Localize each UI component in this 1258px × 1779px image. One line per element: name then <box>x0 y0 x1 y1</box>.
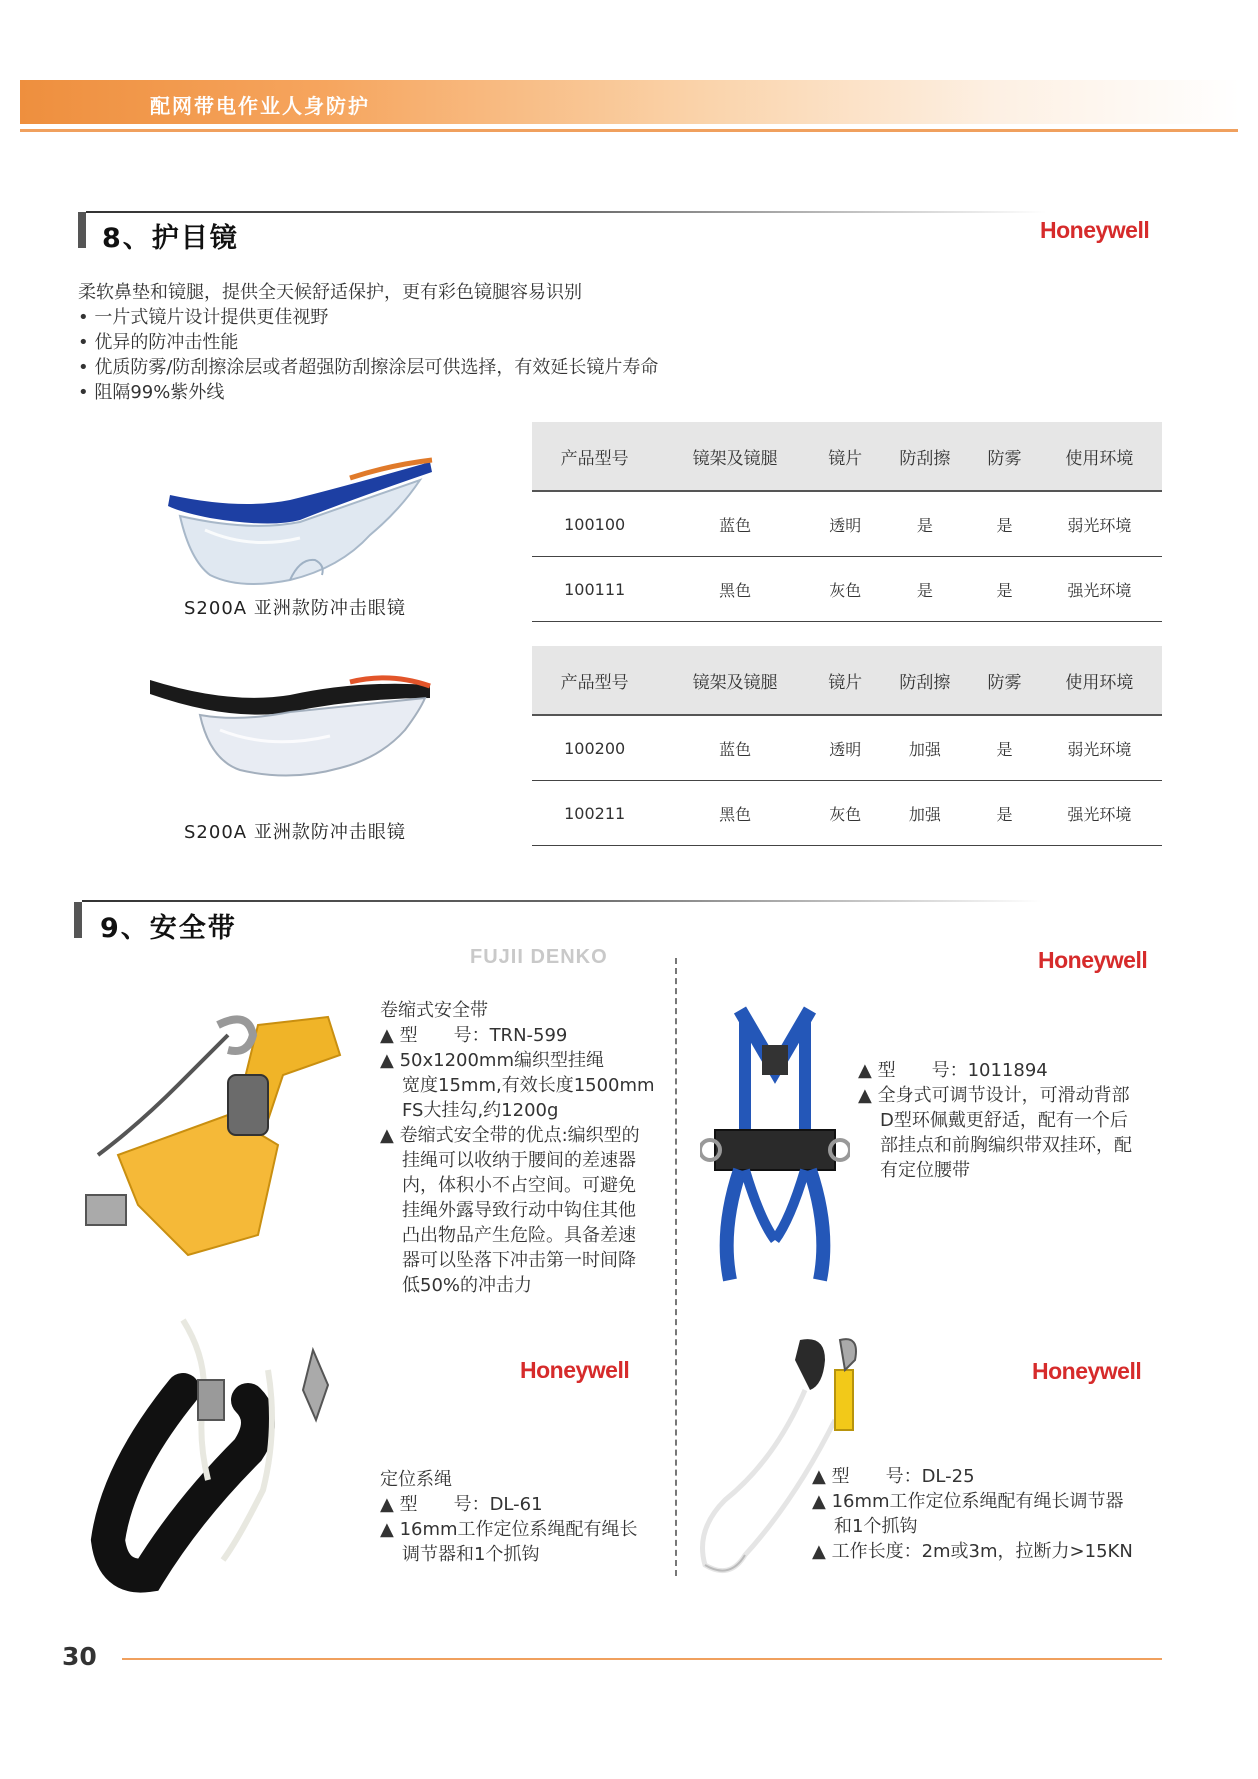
table-row <box>532 557 1162 622</box>
spec-line: 有定位腰带 <box>880 1160 970 1181</box>
column-header: 防刮擦 <box>877 422 972 491</box>
harness-specs <box>858 1058 1132 1183</box>
spec-line: 宽度15mm,有效长度1500mm <box>402 1075 655 1096</box>
spec-line: 凸出物品产生危险。具备差速 <box>402 1225 636 1246</box>
retractable-belt-specs <box>380 998 655 1298</box>
column-header: 镜片 <box>813 422 877 491</box>
table-cell: 是 <box>877 491 972 557</box>
spec-line: ▲ 全身式可调节设计，可滑动背部 <box>858 1085 1130 1106</box>
shock-lanyard-specs <box>812 1464 1133 1564</box>
section-8-rule <box>86 211 1046 213</box>
spec-title: 定位系绳 <box>380 1469 452 1490</box>
section-9-title: 9、安全带 <box>100 913 237 944</box>
section-8-title: 8、护目镜 <box>102 223 239 254</box>
goggles-description <box>78 280 658 405</box>
column-header: 产品型号 <box>532 646 657 715</box>
table-cell: 100100 <box>532 491 657 557</box>
header-underline <box>20 129 1238 132</box>
table-cell: 是 <box>972 557 1036 622</box>
black-goggles-image <box>140 650 440 800</box>
spec-line: ▲ 型 号：TRN-599 <box>380 1025 568 1046</box>
table-cell: 是 <box>972 781 1036 846</box>
honeywell-logo: Honeywell <box>1038 947 1148 973</box>
spec-line: 挂绳可以收纳于腰间的差速器 <box>402 1150 636 1171</box>
fujii-denko-watermark: FUJII DENKO <box>470 946 608 968</box>
blue-goggles-image <box>150 440 440 600</box>
column-header: 防雾 <box>972 422 1036 491</box>
table-cell: 弱光环境 <box>1037 491 1162 557</box>
column-header: 镜片 <box>813 646 877 715</box>
spec-line: ▲ 16mm工作定位系绳配有绳长调节器 <box>812 1491 1124 1512</box>
table-cell: 100111 <box>532 557 657 622</box>
section-9-rule <box>82 900 1042 902</box>
spec-title: 卷缩式安全带 <box>380 1000 488 1021</box>
product-2-caption: S200A 亚洲款防冲击眼镜 <box>184 822 406 843</box>
spec-line: ▲ 型 号：DL-25 <box>812 1466 975 1487</box>
spec-line: ▲ 卷缩式安全带的优点:编织型的 <box>380 1125 640 1146</box>
honeywell-logo: Honeywell <box>1040 217 1150 243</box>
honeywell-logo: Honeywell <box>520 1357 630 1383</box>
table-cell: 灰色 <box>813 557 877 622</box>
table-cell: 蓝色 <box>657 491 813 557</box>
description-line: • 一片式镜片设计提供更佳视野 <box>78 307 329 328</box>
table-cell: 黑色 <box>657 557 813 622</box>
product-2-spec-table <box>532 646 1162 846</box>
column-header: 防刮擦 <box>877 646 972 715</box>
spec-line: D型环佩戴更舒适，配有一个后 <box>880 1110 1128 1131</box>
table-cell: 透明 <box>813 715 877 781</box>
table-row <box>532 781 1162 846</box>
page-number: 30 <box>62 1642 97 1671</box>
column-header: 使用环境 <box>1037 646 1162 715</box>
spec-line: ▲ 工作长度：2m或3m，拉断力>15KN <box>812 1541 1133 1562</box>
spec-line: 部挂点和前胸编织带双挂环，配 <box>880 1135 1132 1156</box>
column-header: 使用环境 <box>1037 422 1162 491</box>
table-row <box>532 715 1162 781</box>
column-header: 防雾 <box>972 646 1036 715</box>
spec-line: 低50%的冲击力 <box>402 1275 533 1296</box>
description-line: • 阻隔99%紫外线 <box>78 382 225 403</box>
column-header: 镜架及镜腿 <box>657 646 813 715</box>
spec-line: 调节器和1个抓钩 <box>402 1544 540 1565</box>
table-cell: 是 <box>972 715 1036 781</box>
table-cell: 加强 <box>877 715 972 781</box>
product-1-spec-table <box>532 422 1162 622</box>
retractable-belt-image <box>78 1005 348 1275</box>
table-cell: 100200 <box>532 715 657 781</box>
spec-line: ▲ 50x1200mm编织型挂绳 <box>380 1050 604 1071</box>
spec-line: 器可以坠落下冲击第一时间降 <box>402 1250 636 1271</box>
description-line: • 优质防雾/防刮擦涂层或者超强防刮擦涂层可供选择，有效延长镜片寿命 <box>78 357 659 378</box>
table-cell: 弱光环境 <box>1037 715 1162 781</box>
full-body-harness-image <box>700 1000 850 1300</box>
table-header-row <box>532 646 1162 715</box>
spec-line: 和1个抓钩 <box>834 1516 918 1537</box>
table-cell: 灰色 <box>813 781 877 846</box>
honeywell-logo: Honeywell <box>1032 1358 1142 1384</box>
table-cell: 加强 <box>877 781 972 846</box>
table-cell: 是 <box>877 557 972 622</box>
spec-line: 内，体积小不占空间。可避免 <box>402 1175 636 1196</box>
column-header: 产品型号 <box>532 422 657 491</box>
description-line: 柔软鼻垫和镜腿，提供全天候舒适保护，更有彩色镜腿容易识别 <box>78 282 582 303</box>
table-cell: 蓝色 <box>657 715 813 781</box>
table-cell: 100211 <box>532 781 657 846</box>
table-row <box>532 491 1162 557</box>
table-header-row <box>532 422 1162 491</box>
description-line: • 优异的防冲击性能 <box>78 332 239 353</box>
table-cell: 是 <box>972 491 1036 557</box>
header-title: 配网带电作业人身防护 <box>150 94 370 118</box>
table-cell: 黑色 <box>657 781 813 846</box>
spec-line: ▲ 型 号：1011894 <box>858 1060 1048 1081</box>
section-8-marker <box>78 212 86 248</box>
spec-line: ▲ 型 号：DL-61 <box>380 1494 543 1515</box>
product-1-caption: S200A 亚洲款防冲击眼镜 <box>184 598 406 619</box>
column-divider <box>675 958 677 1576</box>
section-9-marker <box>74 902 82 938</box>
column-header: 镜架及镜腿 <box>657 422 813 491</box>
spec-line: 挂绳外露导致行动中钩住其他 <box>402 1200 636 1221</box>
spec-line: FS大挂勾,约1200g <box>402 1100 559 1121</box>
table-cell: 透明 <box>813 491 877 557</box>
positioning-lanyard-image <box>88 1310 358 1600</box>
table-cell: 强光环境 <box>1037 781 1162 846</box>
spec-line: ▲ 16mm工作定位系绳配有绳长 <box>380 1519 638 1540</box>
footer-rule <box>122 1658 1162 1660</box>
table-cell: 强光环境 <box>1037 557 1162 622</box>
positioning-lanyard-specs <box>380 1467 638 1567</box>
